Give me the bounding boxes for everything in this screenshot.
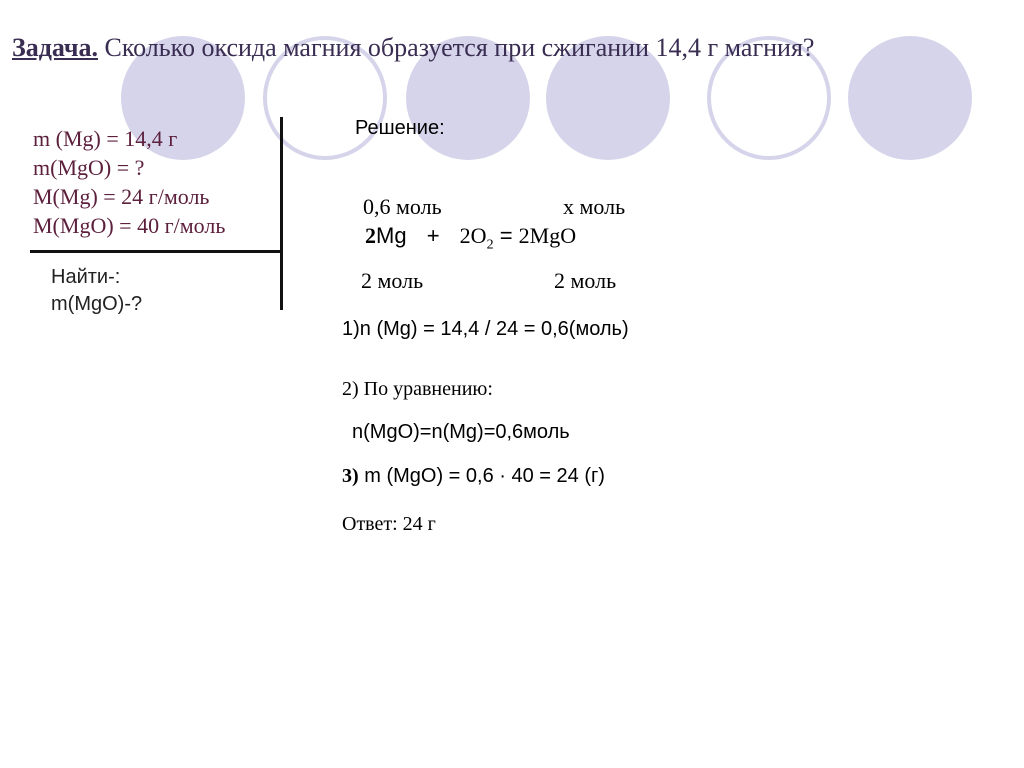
find-value: m(MgO)-? <box>51 293 143 315</box>
step-3 <box>342 465 605 488</box>
step-3-number: 3) <box>342 465 359 487</box>
eq-mg: Mg <box>376 223 407 248</box>
step-2-label: 2) По уравнению: <box>342 378 493 400</box>
moles-above-mgo: х моль <box>563 194 626 219</box>
eq-equals: = <box>499 223 513 248</box>
given-divider-vertical <box>280 117 283 310</box>
eq-mgo: 2MgO <box>518 223 577 248</box>
moles-below-mgo: 2 моль <box>554 268 617 293</box>
given-molar-mg: M(Mg) = 24 г/моль <box>33 184 210 209</box>
eq-coefficient: 2 <box>365 223 376 248</box>
find-block <box>51 264 142 318</box>
task-title <box>12 33 814 63</box>
moles-below-mg: 2 моль <box>361 268 424 293</box>
find-label: Найти-: <box>51 266 121 288</box>
given-molar-mgo: M(MgO) = 40 г/моль <box>33 213 226 238</box>
step-2-equation: n(MgO)=n(Mg)=0,6моль <box>352 421 570 443</box>
step-1: 1)n (Mg) = 14,4 / 24 = 0,6(моль) <box>342 318 629 340</box>
answer: Ответ: 24 г <box>342 513 436 535</box>
given-mass-mg: m (Mg) = 14,4 г <box>33 126 178 151</box>
task-question: Сколько оксида магния образуется при сжигании 14,4 г магния? <box>98 33 815 62</box>
eq-o2-subscript: 2 <box>486 237 494 253</box>
decor-circle-4 <box>848 36 972 160</box>
step-3-equation: m (MgO) = 0,6 · 40 = 24 (г) <box>358 465 605 487</box>
eq-o2: 2O <box>459 223 487 248</box>
given-divider-horizontal <box>30 250 282 253</box>
given-list <box>33 124 225 240</box>
eq-plus: + <box>426 223 440 248</box>
solution-header: Решение: <box>355 117 445 139</box>
reaction-equation <box>365 223 576 253</box>
given-mass-mgo: m(MgO) = ? <box>33 155 145 180</box>
moles-above-mg: 0,6 моль <box>363 194 442 219</box>
task-label: Задача. <box>12 33 98 62</box>
